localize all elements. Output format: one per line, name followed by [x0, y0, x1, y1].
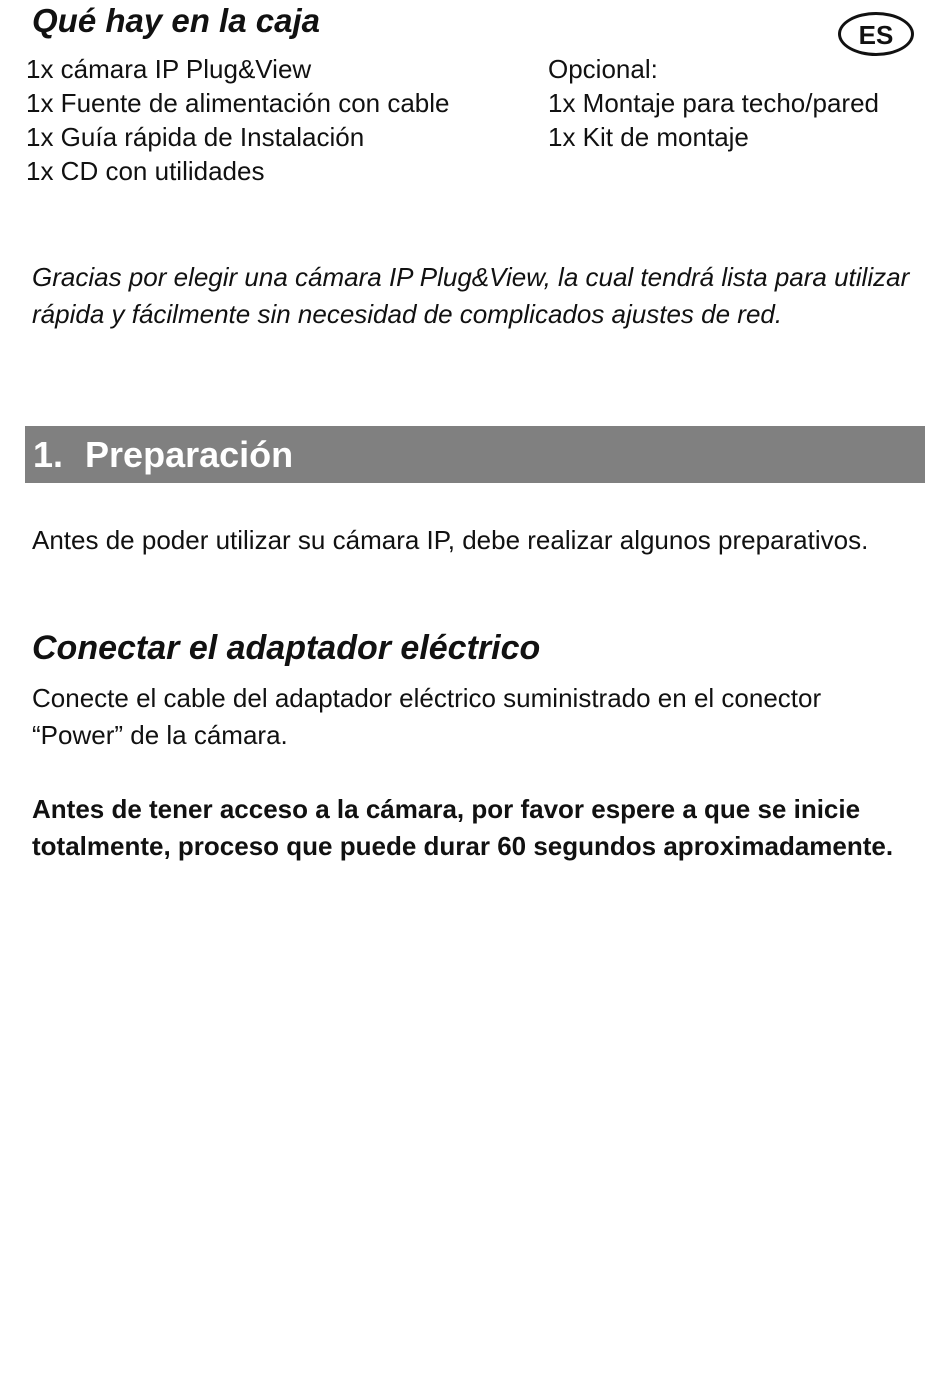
optional-contents-list [548, 52, 879, 154]
optional-heading: Opcional: [548, 54, 658, 84]
section-header-preparation [25, 426, 925, 483]
list-item: 1x CD con utilidades [26, 156, 265, 186]
list-item: 1x Guía rápida de Instalación [26, 122, 365, 152]
startup-warning-paragraph: Antes de tener acceso a la cámara, por favor espere a que se inicie totalmente, proceso que puede durar 60 segundos aproximadamente. [32, 794, 894, 861]
list-item: 1x Montaje para techo/pared [548, 88, 879, 118]
connect-adapter-title: Conectar el adaptador eléctrico [32, 629, 541, 667]
box-contents-list [26, 52, 450, 188]
list-item: 1x Fuente de alimentación con cable [26, 88, 450, 118]
list-item: 1x Kit de montaje [548, 122, 749, 152]
connect-adapter-paragraph: Conecte el cable del adaptador eléctrico suministrado en el conector “Power” de la cámara. [32, 683, 822, 750]
box-contents-title: Qué hay en la caja [32, 2, 320, 39]
intro-paragraph: Gracias por elegir una cámara IP Plug&View, la cual tendrá lista para utilizar rápida y fácilmente sin necesidad de complicados ajustes de red. [32, 262, 910, 329]
language-badge: ES [838, 12, 914, 56]
preparation-paragraph: Antes de poder utilizar su cámara IP, debe realizar algunos preparativos. [32, 525, 869, 555]
list-item: 1x cámara IP Plug&View [26, 54, 312, 84]
section-title: Preparación [85, 433, 294, 475]
section-number: 1. [33, 433, 64, 475]
